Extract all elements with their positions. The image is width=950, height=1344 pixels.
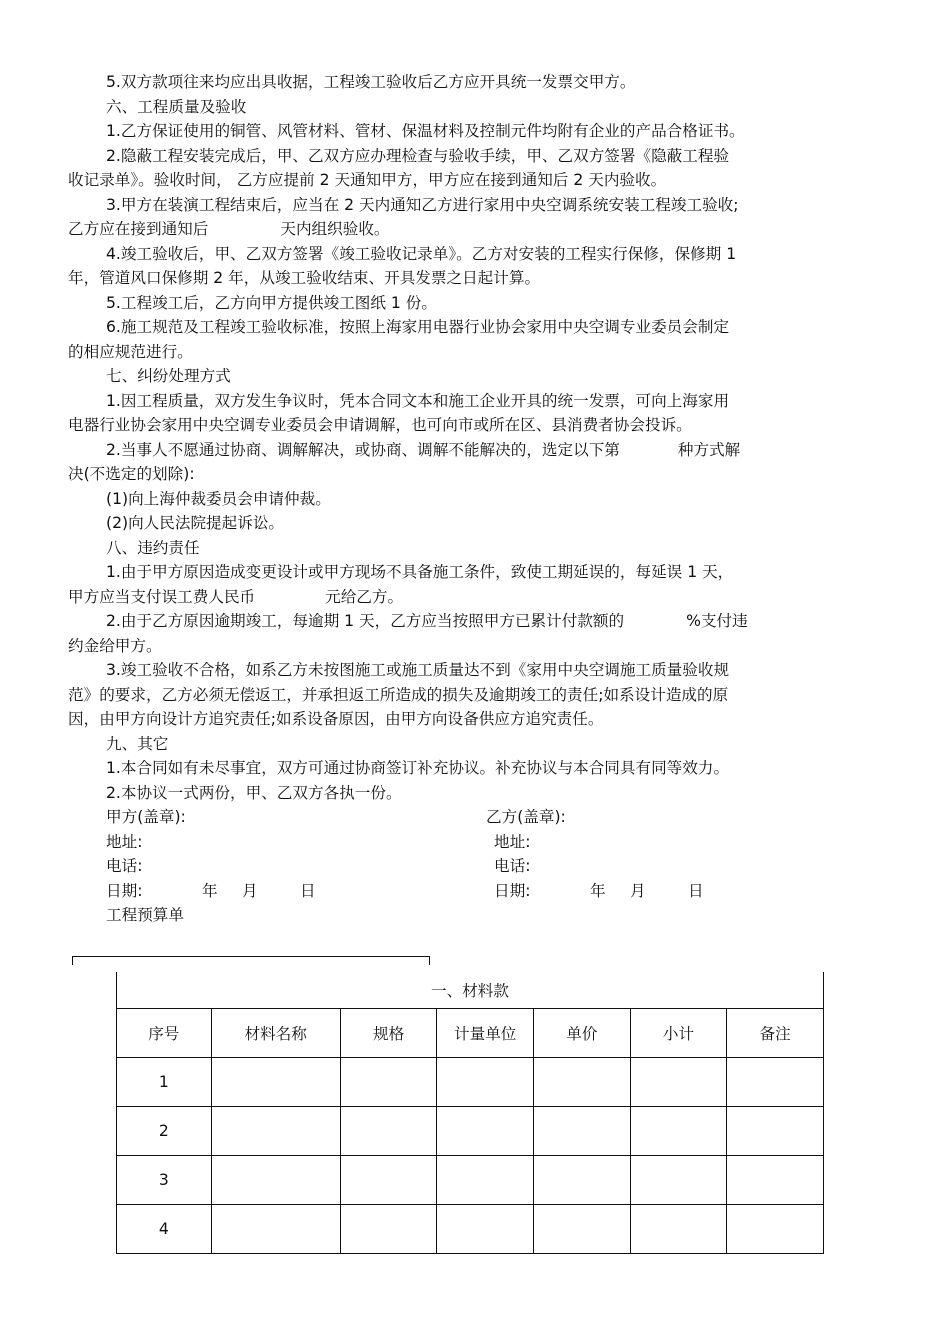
- clause-7-2-option2: (2)向人民法院提起诉讼。: [106, 514, 285, 532]
- cell-spec: [340, 1107, 437, 1156]
- clause-7-2-line1: 2.当事人不愿通过协商、调解解决，或协商、调解不能解决的，选定以下第 种方式解: [106, 440, 741, 459]
- cell-unit-price: [534, 1205, 631, 1254]
- clause-6-2-line2: 收记录单》。验收时间， 乙方应提前 2 天通知甲方，甲方应在接到通知后 2 天内验收。: [68, 171, 667, 189]
- party-a-date-day: 日: [300, 881, 316, 900]
- cell-remarks: [727, 1156, 824, 1205]
- clause-9-2: 2.本协议一式两份，甲、乙双方各执一份。: [106, 783, 402, 802]
- clause-6-1: 1.乙方保证使用的铜管、风管材料、管材、保温材料及控制元件均附有企业的产品合格证书。: [106, 122, 745, 140]
- cell-material-name: [211, 1107, 340, 1156]
- party-b-date-year: 年: [590, 881, 606, 900]
- party-a-date-label: 日期:: [106, 881, 143, 900]
- party-b-date-label: 日期:: [494, 881, 531, 900]
- row-index: 4: [117, 1205, 212, 1254]
- cell-remarks: [727, 1107, 824, 1156]
- budget-title: 工程预算单: [106, 906, 184, 924]
- clause-8-3-line1: 3.竣工验收不合格，如系乙方未按图施工或施工质量达不到《家用中央空调施工质量验收规: [106, 661, 730, 679]
- contract-page: [68, 70, 886, 943]
- budget-table: [116, 972, 824, 1254]
- clause-6-4-line1: 4.竣工验收后，甲、乙双方签署《竣工验收记录单》。乙方对安装的工程实行保修，保修期 1: [106, 244, 737, 263]
- clause-8-3-line2: 范》的要求，乙方必须无偿返工，并承担返工所造成的损失及逾期竣工的责任;如系设计造成的原: [68, 685, 729, 704]
- clause-6-2-line1: 2.隐蔽工程安装完成后，甲、乙双方应办理检查与验收手续，甲、乙双方签署《隐蔽工程验: [106, 146, 730, 165]
- clause-6-6-line1: 6.施工规范及工程竣工验收标准，按照上海家用电器行业协会家用中央空调专业委员会制定: [106, 318, 730, 336]
- party-a-date-month: 月: [242, 881, 258, 900]
- table-row: [117, 1205, 824, 1254]
- party-b-date-day: 日: [688, 881, 704, 900]
- cell-unit: [437, 1107, 534, 1156]
- signature-phone-row: [68, 854, 886, 879]
- row-index: 2: [117, 1107, 212, 1156]
- party-a-address-label: 地址:: [106, 832, 143, 851]
- signature-date-row: [68, 879, 886, 904]
- cell-subtotal: [630, 1058, 727, 1107]
- cell-spec: [340, 1205, 437, 1254]
- clause-8-1-line2: 甲方应当支付误工费人民币 元给乙方。: [68, 587, 404, 606]
- party-b-seal-label: 乙方(盖章):: [486, 808, 566, 826]
- party-a-seal-label: 甲方(盖章):: [106, 808, 186, 826]
- cell-unit-price: [534, 1107, 631, 1156]
- party-b-date-month: 月: [630, 881, 646, 900]
- section-8-heading: 八、违约责任: [106, 538, 200, 557]
- col-header-remarks: 备注: [727, 1009, 824, 1058]
- budget-table-area: [72, 956, 832, 1256]
- cell-unit-price: [534, 1156, 631, 1205]
- row-index: 3: [117, 1156, 212, 1205]
- clause-8-3-line3: 因，由甲方向设计方追究责任;如系设备原因，由甲方向设备供应方追究责任。: [68, 710, 604, 728]
- clause-9-1: 1.本合同如有未尽事宜，双方可通过协商签订补充协议。补充协议与本合同具有同等效力。: [106, 759, 730, 777]
- party-a-date-year: 年: [202, 881, 218, 900]
- table-row: [117, 1058, 824, 1107]
- cell-subtotal: [630, 1156, 727, 1205]
- party-a-phone-label: 电话:: [106, 857, 143, 875]
- clause-5-payments: 5.双方款项往来均应出具收据，工程竣工验收后乙方应开具统一发票交甲方。: [106, 73, 636, 91]
- party-b-phone-label: 电话:: [494, 857, 531, 875]
- cell-spec: [340, 1156, 437, 1205]
- clause-6-3-line1: 3.甲方在装演工程结束后，应当在 2 天内通知乙方进行家用中央空调系统安装工程竣工验收;: [106, 195, 739, 214]
- clause-7-2-option1: (1)向上海仲裁委员会申请仲裁。: [106, 489, 331, 508]
- clause-7-1-line2: 电器行业协会家用中央空调专业委员会申请调解，也可向市或所在区、县消费者协会投诉。: [68, 416, 692, 434]
- cell-material-name: [211, 1156, 340, 1205]
- cell-unit: [437, 1156, 534, 1205]
- party-b-address-label: 地址:: [494, 832, 531, 851]
- cell-subtotal: [630, 1107, 727, 1156]
- col-header-material-name: 材料名称: [211, 1009, 340, 1058]
- table-section-row: [117, 972, 824, 1009]
- section-9-heading: 九、其它: [106, 734, 169, 753]
- table-header-row: [117, 1009, 824, 1058]
- cell-unit-price: [534, 1058, 631, 1107]
- section-7-heading: 七、纠纷处理方式: [106, 367, 231, 385]
- row-index: 1: [117, 1058, 212, 1107]
- cell-spec: [340, 1058, 437, 1107]
- clause-6-5: 5.工程竣工后，乙方向甲方提供竣工图纸 1 份。: [106, 293, 437, 312]
- clause-6-4-line2: 年，管道风口保修期 2 年，从竣工验收结束、开具发票之日起计算。: [68, 269, 541, 287]
- clause-7-1-line1: 1.因工程质量，双方发生争议时，凭本合同文本和施工企业开具的统一发票，可向上海家用: [106, 391, 730, 410]
- cell-remarks: [727, 1058, 824, 1107]
- cell-subtotal: [630, 1205, 727, 1254]
- section-6-heading: 六、工程质量及验收: [106, 97, 247, 116]
- col-header-unit-price: 单价: [534, 1009, 631, 1058]
- clause-6-3-line2: 乙方应在接到通知后 天内组织验收。: [68, 220, 390, 238]
- clause-8-2-line2: 约金给甲方。: [68, 636, 162, 655]
- clause-8-2-line1: 2.由于乙方原因逾期竣工，每逾期 1 天，乙方应当按照甲方已累计付款额的 %支付违: [106, 612, 748, 630]
- signature-seal-row: [68, 805, 886, 830]
- clause-6-6-line2: 的相应规范进行。: [68, 342, 193, 361]
- cell-unit: [437, 1058, 534, 1107]
- table-row: [117, 1107, 824, 1156]
- cell-material-name: [211, 1205, 340, 1254]
- clause-7-2-line2: 决(不选定的划除):: [68, 465, 195, 483]
- col-header-index: 序号: [117, 1009, 212, 1058]
- signature-address-row: [68, 830, 886, 855]
- col-header-spec: 规格: [340, 1009, 437, 1058]
- clause-8-1-line1: 1.由于甲方原因造成变更设计或甲方现场不具备施工条件，致使工期延误的，每延误 1 天，: [106, 563, 734, 581]
- col-header-unit: 计量单位: [437, 1009, 534, 1058]
- cell-remarks: [727, 1205, 824, 1254]
- col-header-subtotal: 小计: [630, 1009, 727, 1058]
- table-row: [117, 1156, 824, 1205]
- section-caption: 一、材料款: [117, 972, 824, 1009]
- cell-unit: [437, 1205, 534, 1254]
- table-top-rule: [72, 956, 430, 965]
- cell-material-name: [211, 1058, 340, 1107]
